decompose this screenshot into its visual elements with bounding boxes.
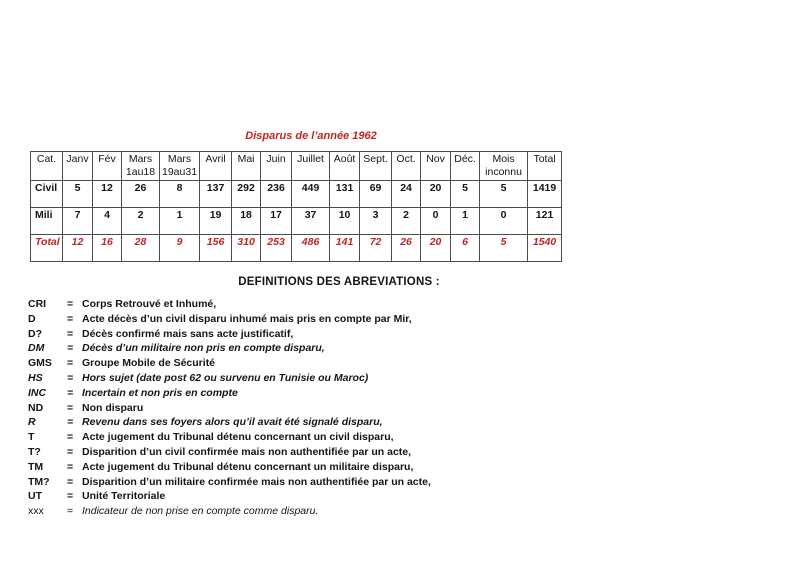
data-cell: 5 [480, 181, 528, 208]
column-header-line1: Cat. [36, 153, 57, 165]
data-cell: 236 [261, 181, 292, 208]
definition-item [28, 312, 588, 327]
definition-item [28, 504, 588, 519]
abbreviation: UT [28, 490, 42, 503]
equals-sign: = [67, 460, 74, 473]
definition-text: Groupe Mobile de Sécurité [82, 357, 216, 370]
column-header [392, 152, 421, 181]
definition-text: Non disparu [82, 401, 144, 414]
equals-sign: = [67, 386, 74, 399]
definition-text: Revenu dans ses foyers alors qu’il avait été signalé disparu, [82, 416, 383, 429]
data-cell: 19 [200, 208, 232, 235]
data-cell: 28 [122, 235, 160, 262]
definitions-list [28, 297, 588, 519]
data-cell: 131 [330, 181, 360, 208]
data-cell: 26 [122, 181, 160, 208]
column-header [200, 152, 232, 181]
total-row [31, 235, 562, 262]
column-header-line1: Avril [205, 153, 226, 165]
column-header [330, 152, 360, 181]
column-header [421, 152, 451, 181]
definition-item [28, 401, 588, 416]
definition-text: Corps Retrouvé et Inhumé, [82, 298, 217, 310]
definition-text: Acte décès d’un civil disparu inhumé mais pris en compte par Mir, [82, 312, 412, 325]
equals-sign: = [67, 431, 74, 444]
row-label: Total [31, 235, 63, 262]
data-cell: 37 [292, 208, 330, 235]
definition-item [28, 415, 588, 430]
abbreviation: HS [28, 371, 43, 384]
data-cell: 69 [360, 181, 392, 208]
data-cell: 1 [160, 208, 200, 235]
definition-text: Indicateur de non prise en compte comme disparu. [82, 505, 319, 518]
definition-item [28, 371, 588, 386]
data-cell: 26 [392, 235, 421, 262]
data-cell: 12 [93, 181, 122, 208]
abbreviation: xxx [28, 505, 44, 518]
equals-sign: = [67, 298, 74, 310]
table-row [31, 208, 562, 235]
abbreviation: GMS [28, 357, 52, 370]
column-header-line1: Total [533, 153, 556, 165]
data-cell: 121 [528, 208, 562, 235]
data-cell: 9 [160, 235, 200, 262]
data-cell: 1540 [528, 235, 562, 262]
header-row [31, 152, 562, 181]
row-label: Civil [31, 181, 63, 208]
data-cell: 5 [451, 181, 480, 208]
definition-item [28, 327, 588, 342]
data-cell: 1 [451, 208, 480, 235]
definition-item [28, 341, 588, 356]
abbreviation: D [28, 312, 36, 325]
abbreviation: CRI [28, 298, 47, 310]
table-header [31, 152, 562, 181]
data-cell: 292 [232, 181, 261, 208]
column-header [292, 152, 330, 181]
equals-sign: = [67, 475, 74, 488]
definition-text: Incertain et non pris en compte [82, 386, 238, 399]
data-cell: 449 [292, 181, 330, 208]
column-header [31, 152, 63, 181]
equals-sign: = [67, 490, 74, 503]
data-cell: 1419 [528, 181, 562, 208]
definition-item [28, 356, 588, 371]
definition-item [28, 297, 588, 312]
column-header [160, 152, 200, 181]
abbreviation: R [28, 416, 36, 429]
column-header [93, 152, 122, 181]
definition-text: Décès d’un militaire non pris en compte disparu, [82, 342, 325, 355]
data-cell: 137 [200, 181, 232, 208]
column-header [122, 152, 160, 181]
data-cell: 4 [93, 208, 122, 235]
data-cell: 17 [261, 208, 292, 235]
column-header [528, 152, 562, 181]
column-header [261, 152, 292, 181]
column-header-line1: Mars [128, 153, 153, 165]
definition-text: Hors sujet (date post 62 ou survenu en Tunisie ou Maroc) [82, 371, 369, 384]
data-cell: 20 [421, 181, 451, 208]
data-cell: 2 [122, 208, 160, 235]
data-cell: 24 [392, 181, 421, 208]
definition-text: Disparition d’un militaire confirmée mais non authentifiée par un acte, [82, 475, 431, 488]
data-cell: 310 [232, 235, 261, 262]
column-header-line1: Nov [426, 153, 445, 165]
column-header-line1: Oct. [396, 153, 416, 165]
column-header [360, 152, 392, 181]
data-cell: 7 [63, 208, 93, 235]
disparus-1962-table [30, 151, 562, 262]
data-cell: 5 [63, 181, 93, 208]
definition-item [28, 460, 588, 475]
column-header-line1: Mai [237, 153, 255, 165]
data-cell: 10 [330, 208, 360, 235]
definition-item [28, 475, 588, 490]
column-header-line1: Janv [66, 153, 89, 165]
column-header-line1: Août [333, 153, 356, 165]
abbreviation: TM? [28, 475, 50, 488]
column-header [63, 152, 93, 181]
data-cell: 486 [292, 235, 330, 262]
abbreviation: INC [28, 386, 47, 399]
equals-sign: = [67, 312, 74, 325]
equals-sign: = [67, 401, 74, 414]
row-label: Mili [31, 208, 63, 235]
table-row [31, 181, 562, 208]
equals-sign: = [67, 416, 74, 429]
column-header-line1: Mois [492, 153, 515, 165]
data-cell: 2 [392, 208, 421, 235]
data-cell: 6 [451, 235, 480, 262]
definition-text: Acte jugement du Tribunal détenu concernant un militaire disparu, [82, 460, 414, 473]
equals-sign: = [67, 357, 74, 370]
abbreviation: D? [28, 327, 42, 340]
definition-item [28, 430, 588, 445]
column-header-line1: Fév [98, 153, 116, 165]
data-cell: 141 [330, 235, 360, 262]
definition-item [28, 489, 588, 504]
column-header-line2: inconnu [485, 166, 522, 178]
definition-text: Décès confirmé mais sans acte justificatif, [82, 327, 294, 340]
column-header [480, 152, 528, 181]
abbreviation: T? [28, 445, 41, 458]
definition-item [28, 386, 588, 401]
column-header-line1: Mars [167, 153, 192, 165]
equals-sign: = [67, 505, 74, 518]
definition-item [28, 445, 588, 460]
data-cell: 253 [261, 235, 292, 262]
abbreviation: TM [28, 460, 44, 473]
definitions-heading: DEFINITIONS DES ABREVIATIONS : [238, 276, 440, 288]
definition-text: Unité Territoriale [82, 490, 166, 503]
abbreviation: ND [28, 401, 44, 414]
column-header-line2: 19au31 [162, 166, 198, 178]
abbreviation: DM [28, 342, 45, 355]
data-cell: 156 [200, 235, 232, 262]
data-cell: 5 [480, 235, 528, 262]
column-header-line1: Juillet [297, 153, 324, 165]
equals-sign: = [67, 342, 74, 355]
data-cell: 0 [480, 208, 528, 235]
column-header-line1: Sept. [363, 153, 388, 165]
column-header-line2: 1au18 [125, 166, 156, 178]
data-cell: 3 [360, 208, 392, 235]
document-title: Disparus de l’année 1962 [245, 130, 377, 142]
table-body [31, 181, 562, 262]
equals-sign: = [67, 327, 74, 340]
data-cell: 8 [160, 181, 200, 208]
equals-sign: = [67, 371, 74, 384]
abbreviation: T [28, 431, 35, 444]
definition-text: Disparition d’un civil confirmée mais non authentifiée par un acte, [82, 445, 412, 458]
data-cell: 72 [360, 235, 392, 262]
column-header-line1: Déc. [454, 153, 476, 165]
column-header [451, 152, 480, 181]
data-cell: 18 [232, 208, 261, 235]
data-cell: 20 [421, 235, 451, 262]
equals-sign: = [67, 445, 74, 458]
column-header [232, 152, 261, 181]
definition-text: Acte jugement du Tribunal détenu concernant un civil disparu, [82, 431, 394, 444]
column-header-line1: Juin [266, 153, 286, 165]
data-cell: 0 [421, 208, 451, 235]
data-cell: 16 [93, 235, 122, 262]
data-cell: 12 [63, 235, 93, 262]
